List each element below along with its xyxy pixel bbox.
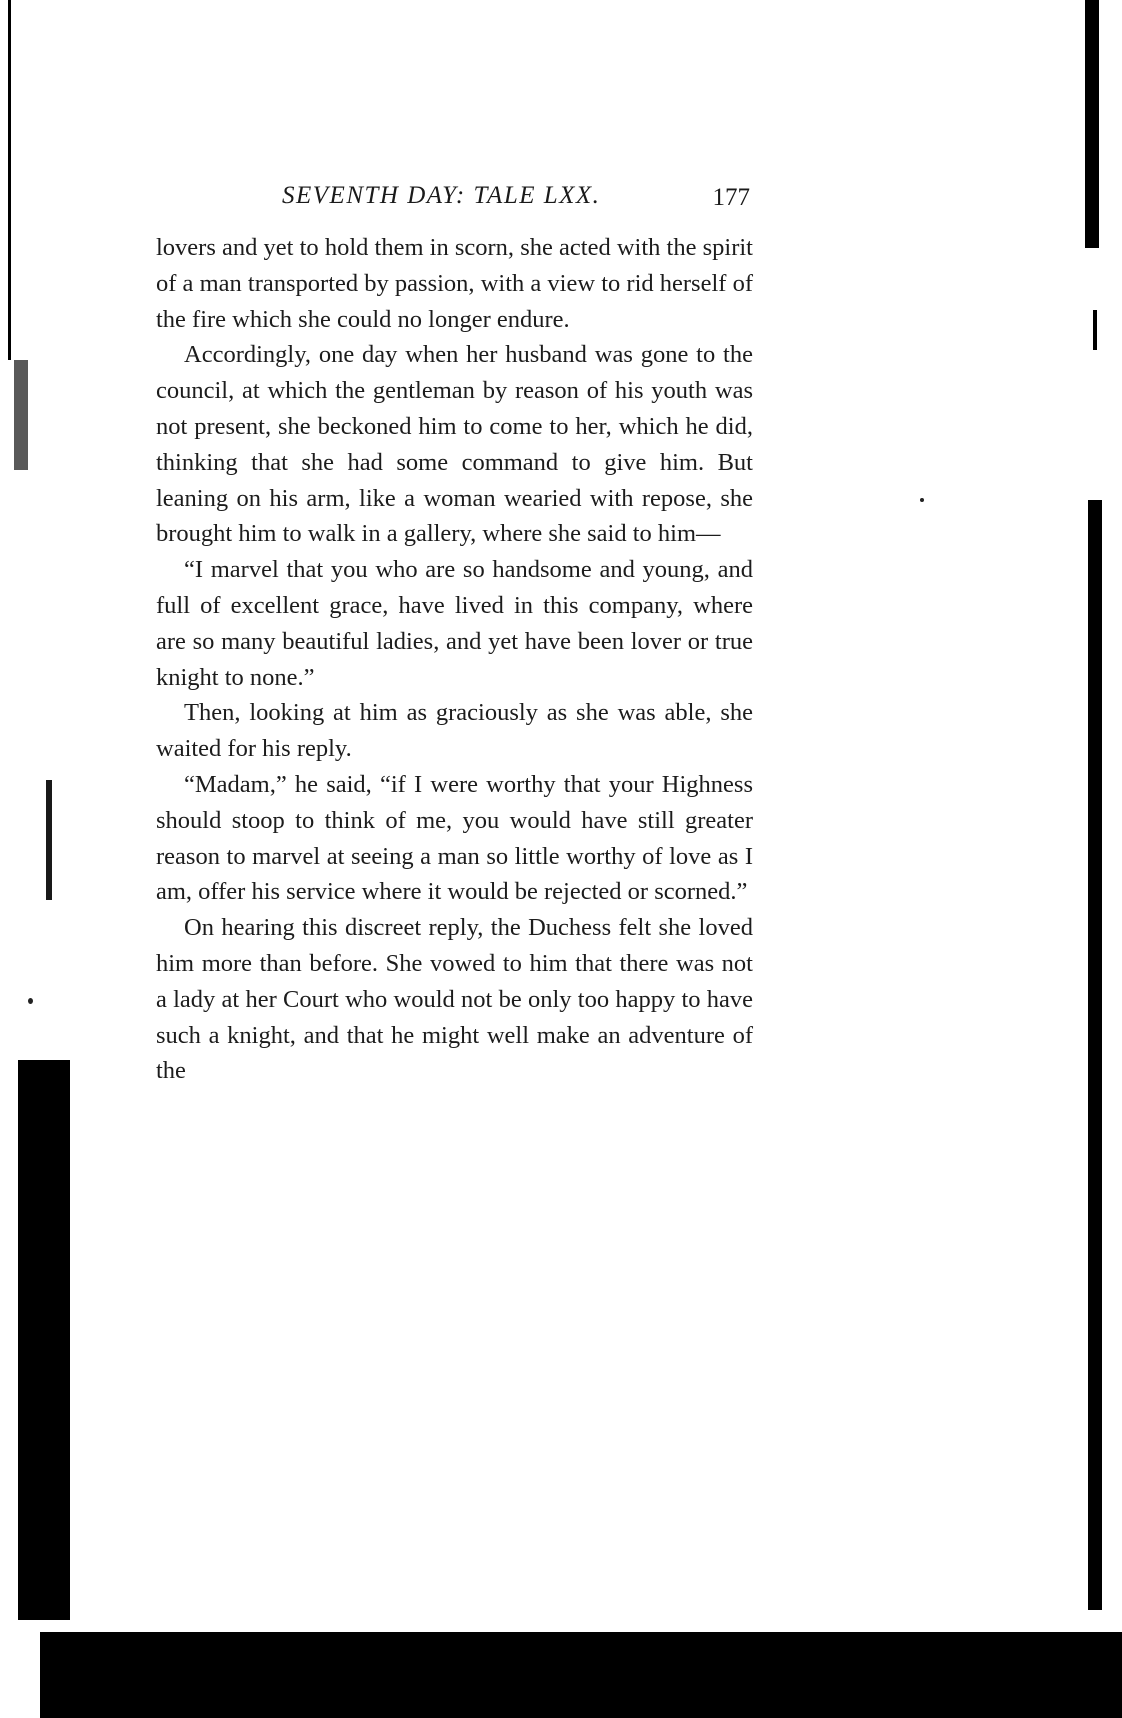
scan-speck — [28, 998, 33, 1004]
scan-speck — [920, 498, 924, 502]
page-number: 177 — [712, 184, 750, 211]
paragraph: On hearing this discreet reply, the Duchess felt she loved him more than before. She vowed to him that there was not a lady at her Court who would not be only too happy to have such a knight, and that he might well make an adventure of the — [156, 914, 753, 1085]
scan-left-edge-mark — [46, 780, 52, 900]
scan-left-edge-shadow-top — [14, 360, 28, 470]
paragraph: “I marvel that you who are so handsome and young, and full of excellent grace, have lived in this company, where are so many beautiful ladies, and yet have been lover or true knight to none.” — [156, 556, 753, 691]
scan-left-edge-line — [8, 0, 11, 360]
scan-right-edge-top — [1085, 0, 1099, 248]
body-text — [156, 230, 753, 1089]
paragraph: lovers and yet to hold them in scorn, she acted with the spirit of a man transported by passion, with a view to rid herself of the fire which she could no longer endure. — [156, 234, 753, 333]
paragraph: Then, looking at him as graciously as she was able, she waited for his reply. — [156, 699, 753, 763]
running-title: SEVENTH DAY: TALE LXX. — [282, 182, 601, 209]
scan-bottom-edge — [40, 1632, 1122, 1718]
running-head — [160, 182, 750, 222]
scan-right-edge-lower — [1088, 500, 1102, 1610]
paragraph: Accordingly, one day when her husband was gone to the council, at which the gentleman by reason of his youth was not present, she beckoned him to come to her, which he did, thinking that she had some command to give him. But leaning on his arm, like a woman wearied with repose, she brought him to walk in a gallery, where she said to him— — [156, 341, 753, 548]
paragraph: “Madam,” he said, “if I were worthy that your Highness should stoop to think of me, you would have still greater reason to marvel at seeing a man so little worthy of love as I am, offer his service where it would be rejected or scorned.” — [156, 770, 753, 906]
scan-left-edge-shadow-bottom — [18, 1060, 70, 1620]
scan-right-edge-mark — [1093, 310, 1097, 350]
